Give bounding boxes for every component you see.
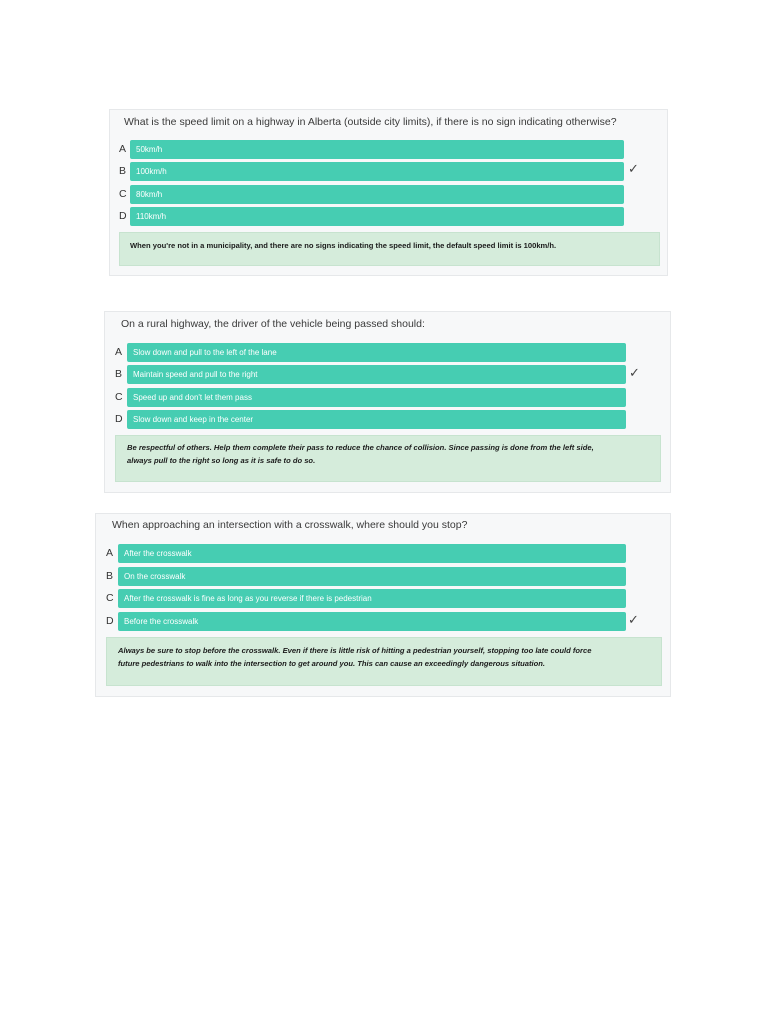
explanation-text: When you're not in a municipality, and there are no signs indicating the speed limit, the default speed limit is 100km/h.: [130, 241, 557, 250]
option-letter-c: C: [119, 188, 127, 200]
option-letter-b: B: [119, 165, 127, 177]
explanation-text-line-2: always pull to the right so long as it is safe to do so.: [127, 456, 316, 465]
correct-check-icon: ✓: [628, 162, 639, 177]
option-letter-a: A: [119, 143, 127, 155]
answer-option-c[interactable]: After the crosswalk is fine as long as you reverse if there is pedestrian: [118, 589, 626, 608]
option-letter-b: B: [115, 368, 123, 380]
option-letter-a: A: [106, 547, 114, 559]
answer-option-a[interactable]: Slow down and pull to the left of the lane: [127, 343, 626, 362]
answer-option-d[interactable]: Slow down and keep in the center: [127, 410, 626, 429]
answer-option-d[interactable]: 110km/h: [130, 207, 624, 226]
question-card-2: [104, 311, 671, 493]
explanation-box: [106, 637, 662, 686]
question-card-3: [95, 513, 671, 697]
explanation-text-line-1: Be respectful of others. Help them complete their pass to reduce the chance of collision. Since passing is done from the left side,: [127, 443, 594, 452]
question-text: What is the speed limit on a highway in Alberta (outside city limits), if there is no sign indicating otherwise?: [124, 116, 617, 128]
option-letter-d: D: [115, 413, 123, 425]
answer-option-c[interactable]: Speed up and don't let them pass: [127, 388, 626, 407]
explanation-box: [119, 232, 660, 266]
question-text: When approaching an intersection with a crosswalk, where should you stop?: [112, 519, 468, 531]
answer-option-a[interactable]: 50km/h: [130, 140, 624, 159]
option-letter-c: C: [115, 391, 123, 403]
explanation-box: [115, 435, 661, 482]
answer-option-c[interactable]: 80km/h: [130, 185, 624, 204]
answer-option-d[interactable]: Before the crosswalk: [118, 612, 626, 631]
answer-option-a[interactable]: After the crosswalk: [118, 544, 626, 563]
answer-option-b[interactable]: 100km/h: [130, 162, 624, 181]
correct-check-icon: ✓: [629, 366, 640, 381]
explanation-text-line-1: Always be sure to stop before the crosswalk. Even if there is little risk of hitting a pedestrian yourself, stopping too late could force: [118, 646, 592, 655]
answer-option-b[interactable]: On the crosswalk: [118, 567, 626, 586]
option-letter-d: D: [119, 210, 127, 222]
option-letter-b: B: [106, 570, 114, 582]
option-letter-a: A: [115, 346, 123, 358]
question-text: On a rural highway, the driver of the vehicle being passed should:: [121, 318, 425, 330]
explanation-text-line-2: future pedestrians to walk into the intersection to get around you. This can cause an exceedingly dangerous situation.: [118, 659, 546, 668]
option-letter-d: D: [106, 615, 114, 627]
question-card-1: [109, 109, 668, 276]
option-letter-c: C: [106, 592, 114, 604]
answer-option-b[interactable]: Maintain speed and pull to the right: [127, 365, 626, 384]
correct-check-icon: ✓: [628, 613, 639, 628]
